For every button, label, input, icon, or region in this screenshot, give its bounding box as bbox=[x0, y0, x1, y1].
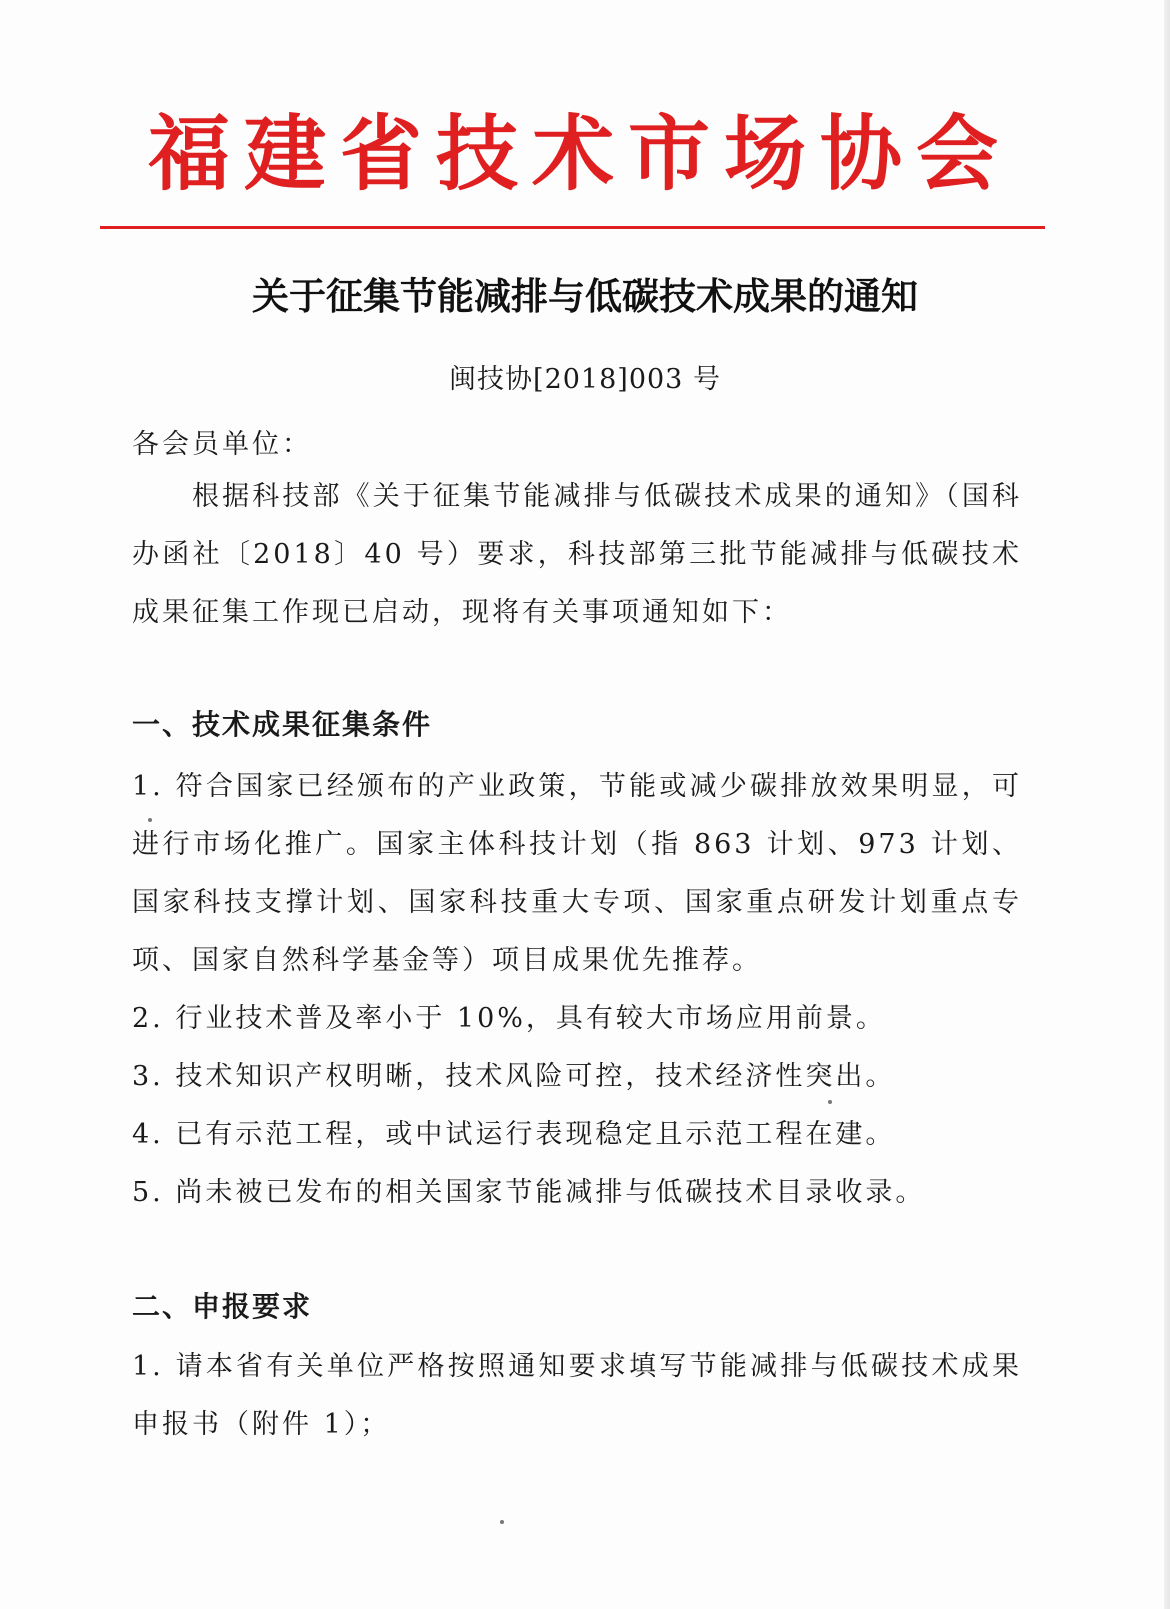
list-item: 4. 已有示范工程，或中试运行表现稳定且示范工程在建。 bbox=[132, 1119, 896, 1150]
list-item: 3. 技术知识产权明晰，技术风险可控，技术经济性突出。 bbox=[132, 1061, 896, 1092]
list-item: 1. 请本省有关单位严格按照通知要求填写节能减排与低碳技术成果申报书（附件 1）； bbox=[132, 1351, 1022, 1440]
scan-page-edge bbox=[1164, 0, 1170, 1609]
section-heading-conditions: 一、技术成果征集条件 bbox=[132, 708, 433, 741]
document-title: 关于征集节能减排与低碳技术成果的通知 bbox=[252, 275, 918, 318]
scan-speck bbox=[500, 1520, 504, 1524]
salutation: 各会员单位： bbox=[132, 429, 312, 460]
section-conditions-list bbox=[132, 758, 1022, 1222]
list-item: 5. 尚未被已发布的相关国家节能减排与低碳技术目录收录。 bbox=[132, 1177, 926, 1208]
list-item: 2. 行业技术普及率小于 10%，具有较大市场应用前景。 bbox=[132, 1003, 886, 1034]
scan-speck bbox=[148, 818, 152, 822]
letterhead-red-rule bbox=[100, 226, 1045, 229]
intro-paragraph: 根据科技部《关于征集节能减排与低碳技术成果的通知》（国科办函社〔2018〕40 号）要求，科技部第三批节能减排与低碳技术成果征集工作现已启动，现将有关事项通知如下： bbox=[132, 481, 1022, 628]
section-requirements-list bbox=[132, 1338, 1022, 1454]
list-item: 1. 符合国家已经颁布的产业政策，节能或减少碳排放效果明显，可进行市场化推广。国家主体科技计划（指 863 计划、973 计划、国家科技支撑计划、国家科技重大专项、国家重点研发计划重点专项、国家自然科学基金等）项目成果优先推荐。 bbox=[132, 771, 1022, 976]
document-number: 闽技协[2018]003 号 bbox=[449, 364, 721, 395]
scan-speck bbox=[828, 1100, 832, 1104]
section-heading-requirements: 二、申报要求 bbox=[132, 1290, 313, 1323]
letterhead-organization: 福建省技术市场协会 bbox=[147, 107, 1012, 202]
